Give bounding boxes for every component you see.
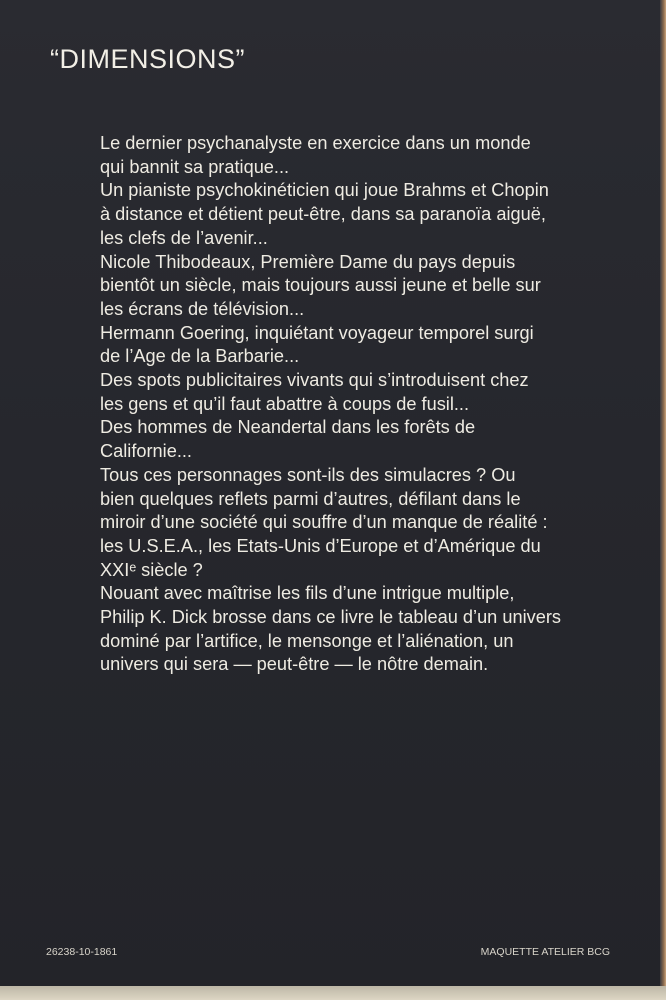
- blurb-line: les clefs de l’avenir...: [100, 227, 268, 248]
- blurb-line: Un pianiste psychokinéticien qui joue Brahms et Chopin: [100, 180, 549, 201]
- blurb-line: Hermann Goering, inquiétant voyageur temporel surgi: [100, 322, 534, 343]
- blurb-line: bien quelques reflets parmi d’autres, défilant dans le: [100, 488, 521, 509]
- blurb-line: les gens et qu’il faut abattre à coups de fusil...: [100, 393, 470, 414]
- blurb-line: XXIᵉ siècle ?: [100, 559, 203, 580]
- blurb-paragraph-4: [78, 322, 602, 369]
- blurb-text: [78, 132, 602, 677]
- blurb-line: bientôt un siècle, mais toujours aussi jeune et belle sur: [100, 275, 541, 296]
- blurb-line: Nouant avec maîtrise les fils d’une intrigue multiple,: [100, 583, 515, 604]
- blurb-line: miroir d’une société qui souffre d’un manque de réalité :: [100, 512, 548, 533]
- blurb-line: à distance et détient peut-être, dans sa paranoïa aiguë,: [100, 204, 546, 225]
- blurb-paragraph-1: [78, 132, 602, 179]
- blurb-line: Californie...: [100, 441, 192, 462]
- blurb-line: de l’Age de la Barbarie...: [100, 346, 300, 367]
- blurb-paragraph-5: [78, 369, 602, 416]
- blurb-paragraph-2: [78, 179, 602, 250]
- catalog-number: 26238-10-1861: [46, 946, 118, 958]
- design-credit: MAQUETTE ATELIER BCG: [480, 946, 610, 958]
- blurb-line: les U.S.E.A., les Etats-Unis d’Europe et d’Amérique du: [100, 535, 541, 556]
- blurb-line: Tous ces personnages sont-ils des simulacres ? Ou: [100, 464, 516, 485]
- blurb-line: Philip K. Dick brosse dans ce livre le tableau d’un univers: [100, 607, 561, 628]
- blurb-line: les écrans de télévision...: [100, 298, 305, 319]
- series-title: “DIMENSIONS”: [50, 44, 245, 74]
- blurb-line: dominé par l’artifice, le mensonge et l’aliénation, un: [100, 630, 514, 651]
- blurb-paragraph-8: [78, 582, 602, 677]
- blurb-line: qui bannit sa pratique...: [100, 156, 290, 177]
- blurb-line: Des spots publicitaires vivants qui s’introduisent chez: [100, 370, 529, 391]
- blurb-line: Nicole Thibodeaux, Première Dame du pays depuis: [100, 251, 516, 272]
- paper-edge: [0, 986, 666, 1000]
- blurb-line: Des hommes de Neandertal dans les forêts de: [100, 417, 476, 438]
- blurb-line: univers qui sera — peut-être — le nôtre demain.: [100, 654, 489, 675]
- spine-edge: [660, 0, 666, 1000]
- blurb-paragraph-3: [78, 251, 602, 322]
- blurb-line: Le dernier psychanalyste en exercice dans un monde: [100, 133, 531, 153]
- blurb-paragraph-7: [78, 464, 602, 583]
- blurb-paragraph-6: [78, 416, 602, 463]
